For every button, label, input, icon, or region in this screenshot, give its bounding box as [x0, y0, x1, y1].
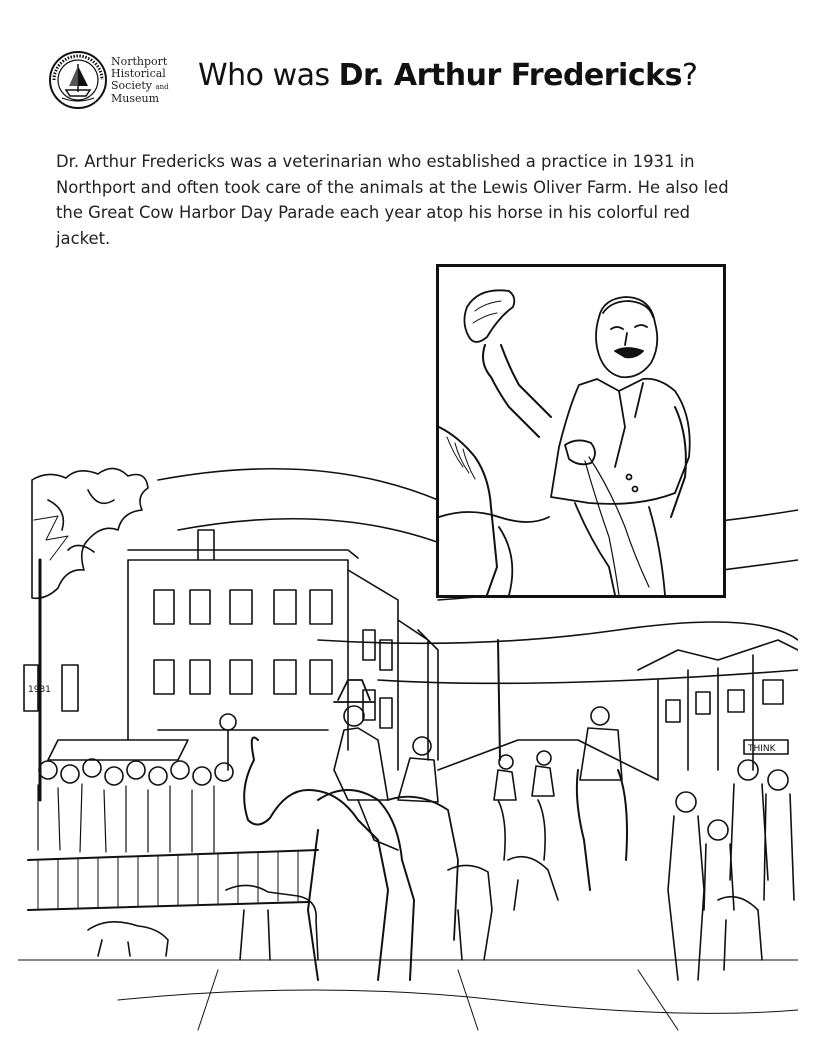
- intro-paragraph: Dr. Arthur Fredericks was a veterinarian who established a practice in 1931 in Northport and often took care of the animals at the Lewis Oliver Farm. He also led the Great Cow Harbor Day Parade each year atop his horse in his colorful red jacket.: [56, 152, 729, 248]
- title-suffix: ?: [681, 58, 698, 93]
- street-sign-text: 1931: [28, 685, 51, 695]
- title-name: Dr. Arthur Fredericks: [338, 58, 682, 93]
- page-title: [198, 58, 697, 93]
- shop-sign-text: THINK: [748, 744, 776, 754]
- dr-fredericks-portrait-illustration: [439, 267, 723, 595]
- society-name: [111, 56, 169, 105]
- society-name-line2: Historical: [111, 67, 166, 80]
- portrait-inset-frame: [436, 264, 726, 598]
- society-and: and: [155, 83, 169, 91]
- society-name-line4: Museum: [111, 92, 160, 105]
- society-name-line1: Northport: [111, 55, 168, 68]
- title-prefix: Who was: [198, 58, 339, 93]
- society-word: Society: [111, 79, 152, 92]
- historical-society-seal-logo: [48, 50, 108, 110]
